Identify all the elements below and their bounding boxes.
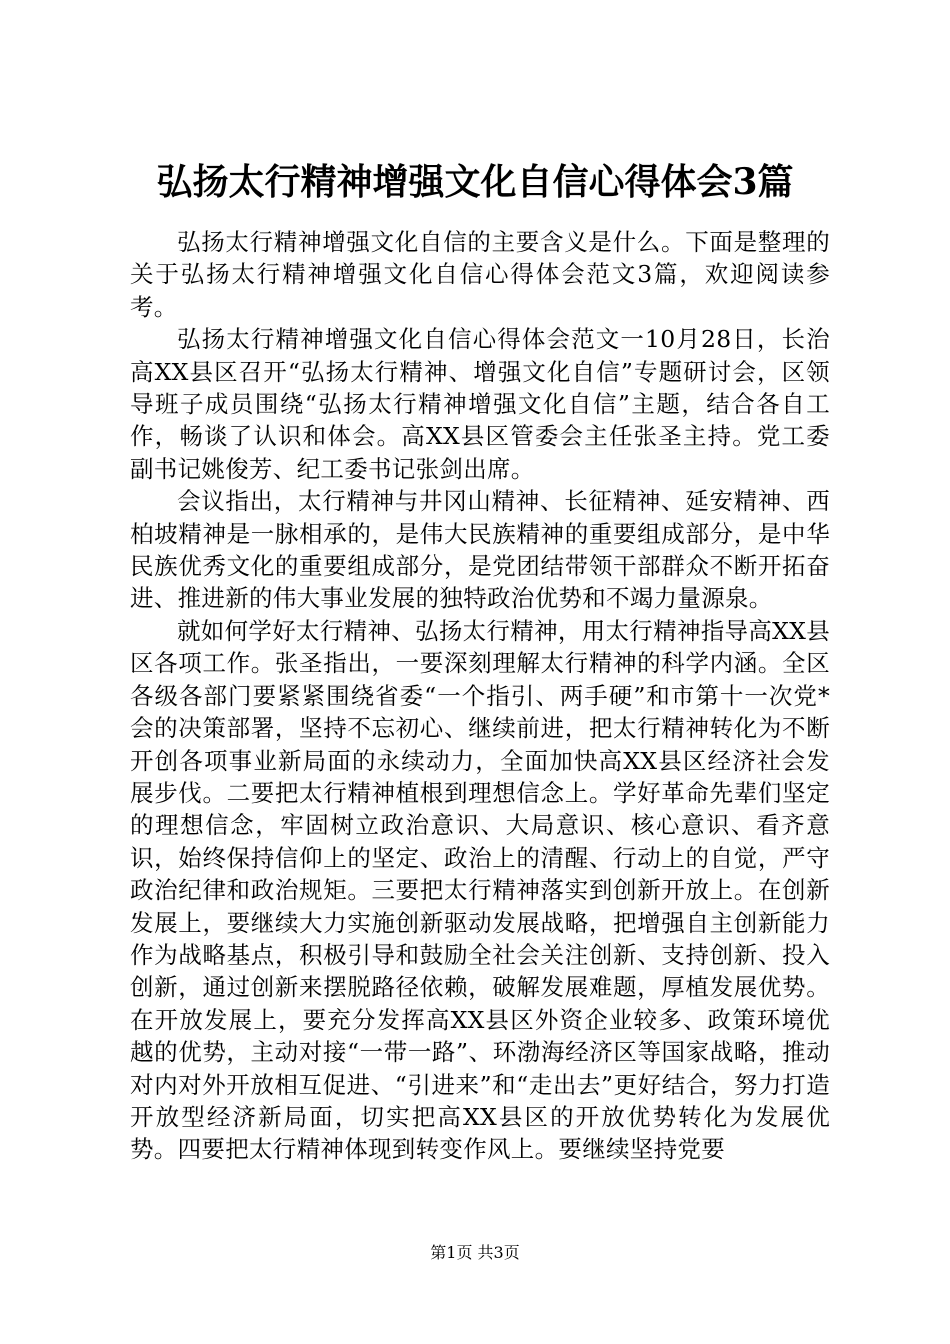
document-body — [130, 226, 830, 1166]
page-number-footer: 第1页 共3页 — [430, 1243, 520, 1262]
paragraph-intro: 弘扬太行精神增强文化自信的主要含义是什么。下面是整理的关于弘扬太行精神增强文化自信心得体会范文3篇，欢迎阅读参考。 — [130, 228, 830, 321]
paragraph-guidance: 就如何学好太行精神、弘扬太行精神，用太行精神指导高XX县区各项工作。张圣指出，一要深刻理解太行精神的科学内涵。全区各级各部门要紧紧围绕省委“一个指引、两手硬”和市第十一次党*会的决策部署，坚持不忘初心、继续前进，把太行精神转化为不断开创各项事业新局面的永续动力，全面加快高XX县区经济社会发展步伐。二要把太行精神植根到理想信念上。学好革命先辈们坚定的理想信念，牢固树立政治意识、大局意识、核心意识、看齐意识，始终保持信仰上的坚定、政治上的清醒、行动上的自觉，严守政治纪律和政治规矩。三要把太行精神落实到创新开放上。在创新发展上，要继续大力实施创新驱动发展战略，把增强自主创新能力作为战略基点，积极引导和鼓励全社会关注创新、支持创新、投入创新，通过创新来摆脱路径依赖，破解发展难题，厚植发展优势。在开放发展上，要充分发挥高XX县区外资企业较多、政策环境优越的优势，主动对接“一带一路”、环渤海经济区等国家战略，推动对内对外开放相互促进、“引进来”和“走出去”更好结合，努力打造开放型经济新局面，切实把高XX县区的开放优势转化为发展优势。四要把太行精神体现到转变作风上。要继续坚持党要 — [130, 616, 830, 1164]
paragraph-sample-one: 弘扬太行精神增强文化自信心得体会范文一10月28日，长治高XX县区召开“弘扬太行精神、增强文化自信”专题研讨会，区领导班子成员围绕“弘扬太行精神增强文化自信”主题，结合各自工作，畅谈了认识和体会。高XX县区管委会主任张圣主持。党工委副书记姚俊芳、纪工委书记张剑出席。 — [130, 325, 830, 483]
document-title: 弘扬太行精神增强文化自信心得体会3篇 — [156, 161, 794, 203]
paragraph-meeting: 会议指出，太行精神与井冈山精神、长征精神、延安精神、西柏坡精神是一脉相承的，是伟大民族精神的重要组成部分，是中华民族优秀文化的重要组成部分，是党团结带领干部群众不断开拓奋进、推进新的伟大事业发展的独特政治优势和不竭力量源泉。 — [130, 487, 830, 613]
